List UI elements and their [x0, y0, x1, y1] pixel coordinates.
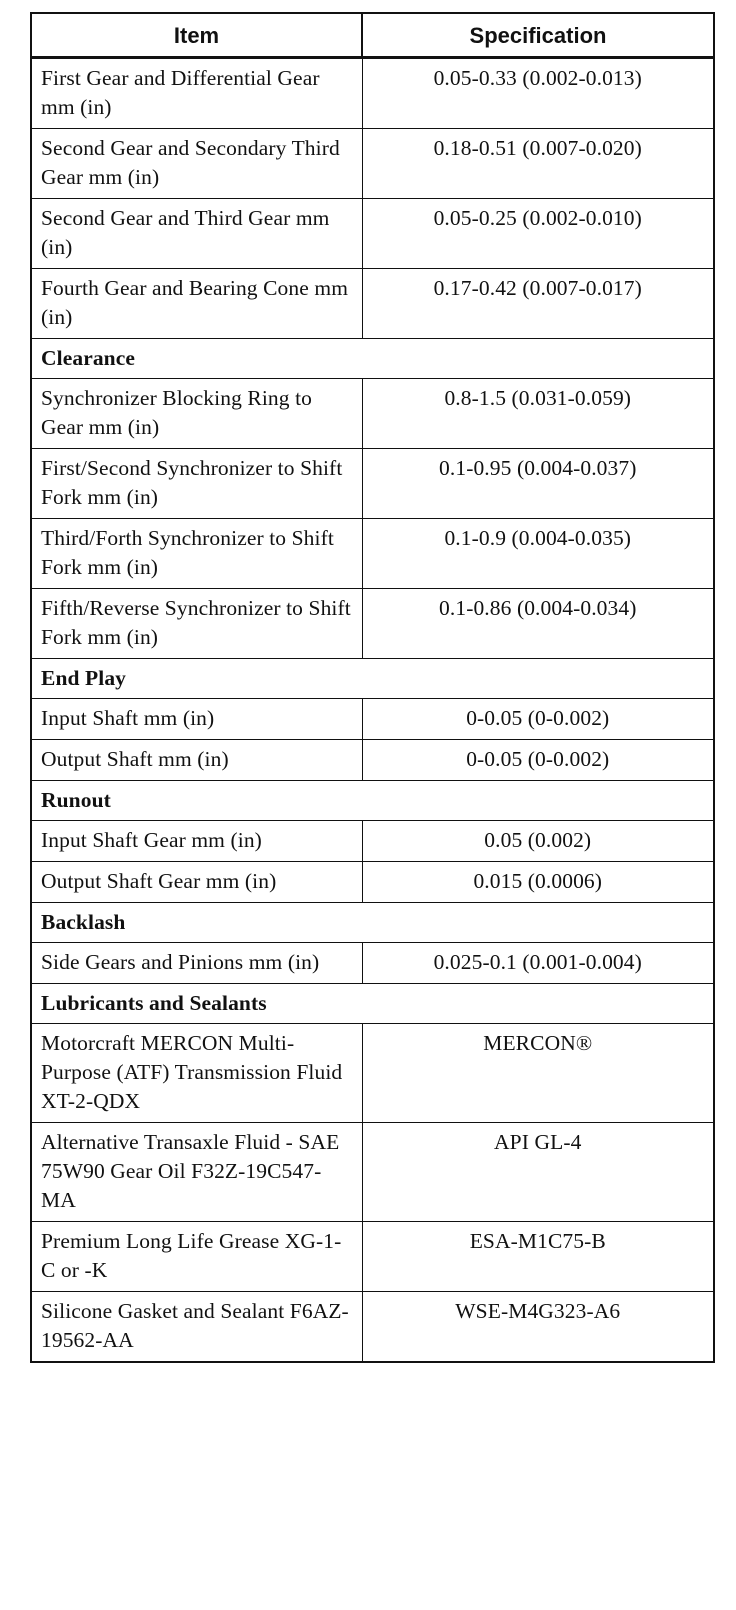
item-cell: Output Shaft Gear mm (in): [31, 862, 362, 903]
item-cell: Motorcraft MERCON Multi-Purpose (ATF) Transmission Fluid XT-2-QDX: [31, 1024, 362, 1123]
table-header-row: [31, 13, 714, 58]
section-title: Lubricants and Sealants: [31, 984, 714, 1024]
table-row: [31, 519, 714, 589]
item-cell: Fourth Gear and Bearing Cone mm (in): [31, 269, 362, 339]
section-title: Runout: [31, 781, 714, 821]
table-row: [31, 129, 714, 199]
item-cell: Fifth/Reverse Synchronizer to Shift Fork mm (in): [31, 589, 362, 659]
section-title: End Play: [31, 659, 714, 699]
specification-table: [30, 12, 715, 1363]
section-title: Backlash: [31, 903, 714, 943]
table-row: [31, 699, 714, 740]
item-cell: Premium Long Life Grease XG-1-C or -K: [31, 1222, 362, 1292]
specification-cell: 0.05-0.33 (0.002-0.013): [362, 58, 714, 129]
section-row: [31, 903, 714, 943]
specification-cell: ESA-M1C75-B: [362, 1222, 714, 1292]
table-row: [31, 58, 714, 129]
section-row: [31, 659, 714, 699]
table-row: [31, 821, 714, 862]
item-cell: Second Gear and Secondary Third Gear mm (in): [31, 129, 362, 199]
specification-cell: 0.015 (0.0006): [362, 862, 714, 903]
table-row: [31, 943, 714, 984]
specification-cell: WSE-M4G323-A6: [362, 1292, 714, 1363]
item-cell: Input Shaft Gear mm (in): [31, 821, 362, 862]
column-header-item: Item: [31, 13, 362, 58]
specification-cell: API GL-4: [362, 1123, 714, 1222]
specification-cell: 0-0.05 (0-0.002): [362, 740, 714, 781]
item-cell: First Gear and Differential Gear mm (in): [31, 58, 362, 129]
specification-cell: 0.05-0.25 (0.002-0.010): [362, 199, 714, 269]
specification-cell: 0.025-0.1 (0.001-0.004): [362, 943, 714, 984]
item-cell: Alternative Transaxle Fluid - SAE 75W90 Gear Oil F32Z-19C547-MA: [31, 1123, 362, 1222]
specification-cell: 0.1-0.9 (0.004-0.035): [362, 519, 714, 589]
item-cell: Side Gears and Pinions mm (in): [31, 943, 362, 984]
specification-cell: 0.18-0.51 (0.007-0.020): [362, 129, 714, 199]
table-body: [31, 58, 714, 1363]
spec-table-page: [30, 12, 713, 1363]
section-row: [31, 781, 714, 821]
item-cell: First/Second Synchronizer to Shift Fork mm (in): [31, 449, 362, 519]
item-cell: Output Shaft mm (in): [31, 740, 362, 781]
table-row: [31, 1024, 714, 1123]
specification-cell: 0.8-1.5 (0.031-0.059): [362, 379, 714, 449]
specification-cell: 0-0.05 (0-0.002): [362, 699, 714, 740]
specification-cell: 0.05 (0.002): [362, 821, 714, 862]
column-header-specification: Specification: [362, 13, 714, 58]
section-row: [31, 984, 714, 1024]
item-cell: Synchronizer Blocking Ring to Gear mm (in): [31, 379, 362, 449]
table-row: [31, 269, 714, 339]
item-cell: Silicone Gasket and Sealant F6AZ-19562-AA: [31, 1292, 362, 1363]
table-row: [31, 740, 714, 781]
specification-cell: MERCON®: [362, 1024, 714, 1123]
item-cell: Third/Forth Synchronizer to Shift Fork mm (in): [31, 519, 362, 589]
section-title: Clearance: [31, 339, 714, 379]
table-row: [31, 589, 714, 659]
section-row: [31, 339, 714, 379]
item-cell: Second Gear and Third Gear mm (in): [31, 199, 362, 269]
table-row: [31, 862, 714, 903]
table-row: [31, 1222, 714, 1292]
table-row: [31, 449, 714, 519]
specification-cell: 0.1-0.86 (0.004-0.034): [362, 589, 714, 659]
specification-cell: 0.1-0.95 (0.004-0.037): [362, 449, 714, 519]
specification-cell: 0.17-0.42 (0.007-0.017): [362, 269, 714, 339]
table-row: [31, 199, 714, 269]
table-row: [31, 379, 714, 449]
item-cell: Input Shaft mm (in): [31, 699, 362, 740]
table-row: [31, 1123, 714, 1222]
table-row: [31, 1292, 714, 1363]
